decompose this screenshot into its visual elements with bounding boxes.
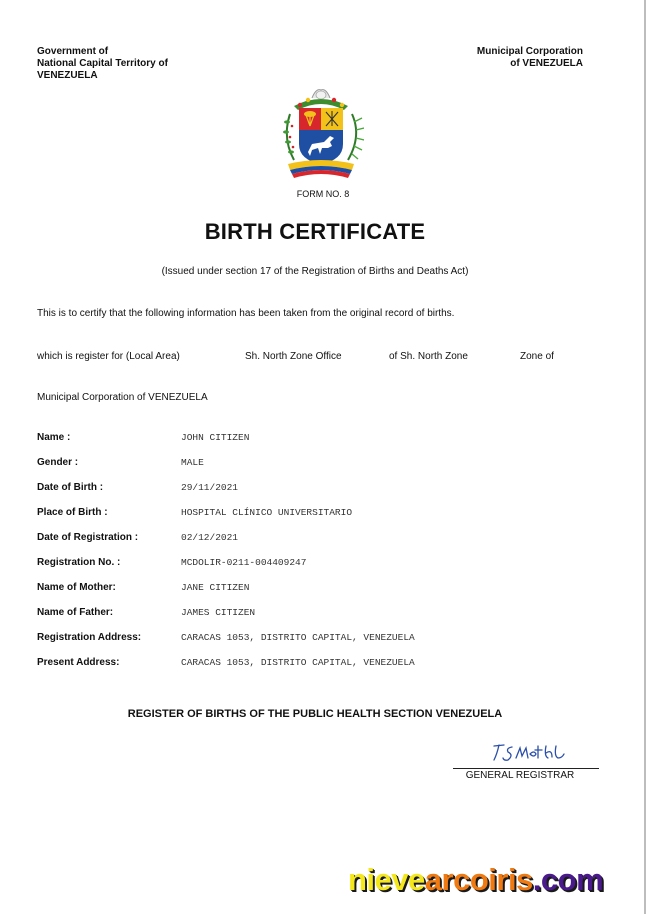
field-label: Place of Birth : xyxy=(37,507,108,518)
header-left-line: Government of xyxy=(37,46,109,57)
field-value: JAMES CITIZEN xyxy=(181,607,256,618)
header-left-line: VENEZUELA xyxy=(37,70,98,81)
document-title: BIRTH CERTIFICATE xyxy=(204,219,426,244)
watermark-text xyxy=(348,862,603,898)
field-label: Registration Address: xyxy=(37,632,142,643)
venezuela-coat-of-arms-icon xyxy=(278,86,364,182)
field-value: JOHN CITIZEN xyxy=(181,432,250,443)
header-left-line: National Capital Territory of xyxy=(37,58,168,69)
watermark-part: .com xyxy=(532,862,604,897)
municipal-corporation-line: Municipal Corporation of VENEZUELA xyxy=(37,392,208,403)
document-subtitle: (Issued under section 17 of the Registration of Births and Deaths Act) xyxy=(161,266,469,277)
local-area-zone-of: Zone of xyxy=(520,351,554,362)
field-value: MALE xyxy=(181,457,204,468)
field-value: CARACAS 1053, DISTRITO CAPITAL, VENEZUELA xyxy=(181,657,415,668)
local-area-row xyxy=(37,351,597,365)
signature-icon xyxy=(488,740,568,766)
field-label: Registration No. : xyxy=(37,557,121,568)
issuer-government-header xyxy=(37,46,168,82)
register-section-heading: REGISTER OF BIRTHS OF THE PUBLIC HEALTH SECTION VENEZUELA xyxy=(127,708,503,720)
form-number: FORM NO. 8 xyxy=(296,189,350,199)
field-value: 29/11/2021 xyxy=(181,482,239,493)
field-value: JANE CITIZEN xyxy=(181,582,250,593)
field-value: CARACAS 1053, DISTRITO CAPITAL, VENEZUELA xyxy=(181,632,415,643)
field-label: Gender : xyxy=(37,457,79,468)
local-area-of-zone: of Sh. North Zone xyxy=(389,351,468,362)
local-area-prefix: which is register for (Local Area) xyxy=(37,351,180,362)
field-label: Date of Registration : xyxy=(37,532,139,543)
field-value: MCDOLIR-0211-004409247 xyxy=(181,557,307,568)
watermark-part: arcoiris xyxy=(424,862,533,897)
field-label: Name of Father: xyxy=(37,607,114,618)
watermark-part: nieve xyxy=(348,862,425,897)
header-right-line: Municipal Corporation xyxy=(476,46,583,57)
local-area-office: Sh. North Zone Office xyxy=(245,351,342,362)
certification-statement: This is to certify that the following information has been taken from the original record of births. xyxy=(37,308,455,319)
field-label: Date of Birth : xyxy=(37,482,104,493)
field-label: Present Address: xyxy=(37,657,120,668)
registrar-title: GENERAL REGISTRAR xyxy=(465,770,575,781)
field-label: Name of Mother: xyxy=(37,582,116,593)
field-value: HOSPITAL CLÍNICO UNIVERSITARIO xyxy=(181,507,353,518)
issuer-municipal-header xyxy=(477,46,583,70)
field-value: 02/12/2021 xyxy=(181,532,239,543)
signature-line xyxy=(453,768,599,769)
field-label: Name : xyxy=(37,432,71,443)
header-right-line: of VENEZUELA xyxy=(510,58,583,69)
